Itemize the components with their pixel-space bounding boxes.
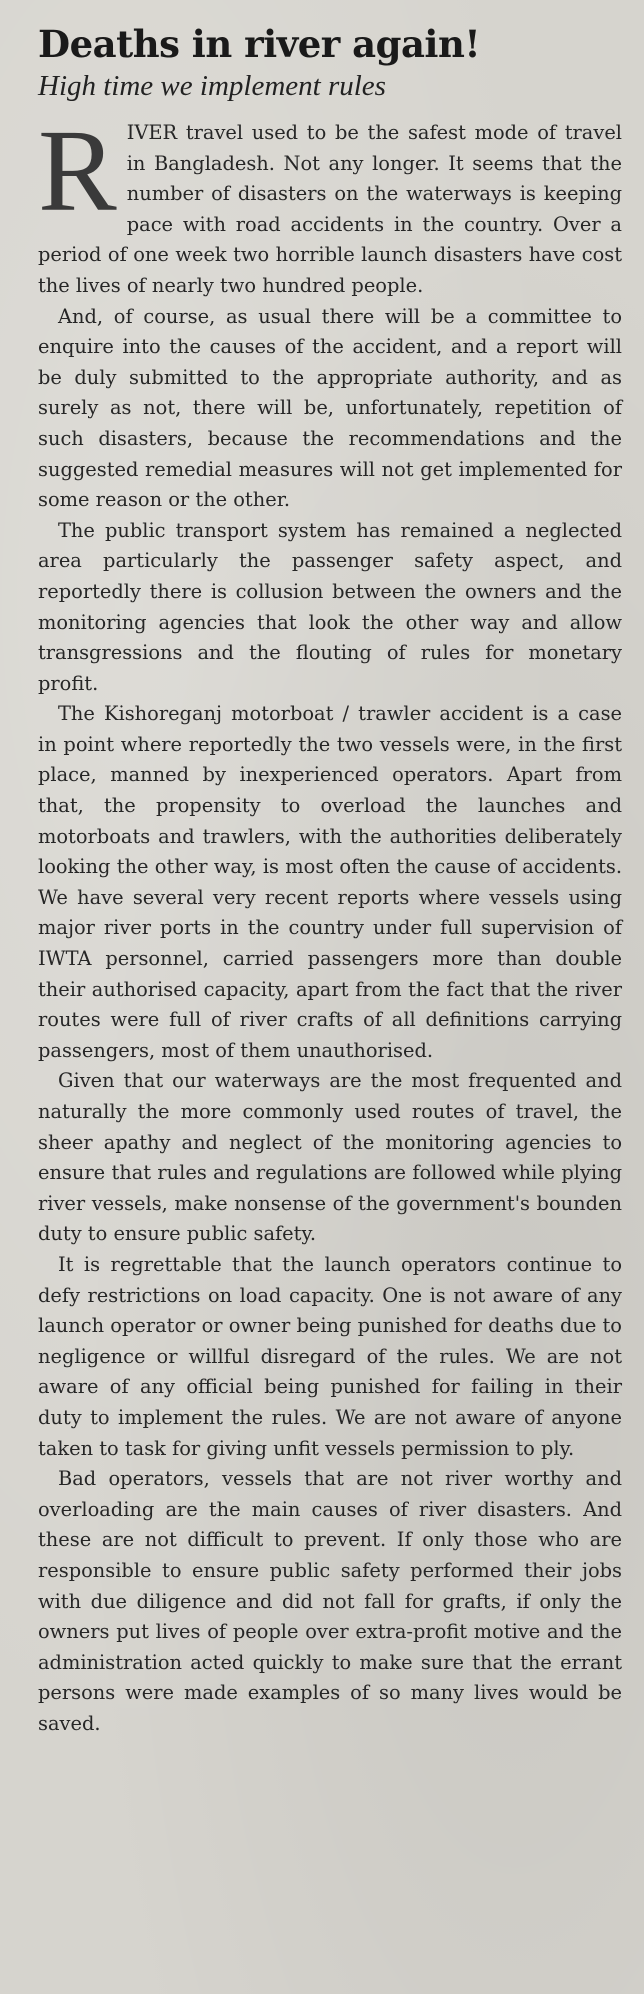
paragraph-3: The public transport system has remained a neglected area particularly the passenger safety aspect, and reportedly there is collusion between the owners and the monitoring agencies that look the other way and allow transgressions and the flouting of rules for monetary profit. [38, 518, 622, 695]
paragraph-4: The Kishoreganj motorboat / trawler accident is a case in point where reportedly the two vessels were, in the first place, manned by inexperienced operators. Apart from that, the propensity to overload the launches and motorboats and trawlers, with the authorities deliberately looking the other way, is most often the cause of accidents. We have several very recent reports where vessels using major river ports in the country under full supervision of IWTA personnel, carried passengers more than double their authorised capacity, apart from the fact that the river routes were full of river crafts of all definitions carrying passengers, most of them unauthorised. [38, 702, 622, 1062]
paragraph-5: Given that our waterways are the most frequented and naturally the more commonly used routes of travel, the sheer apathy and neglect of the monitoring agencies to ensure that rules and regulations are followed while plying river vessels, make nonsense of the government's bounden duty to ensure public safety. [38, 1069, 622, 1246]
paragraph-6: It is regrettable that the launch operators continue to defy restrictions on load capacity. One is not aware of any launch operator or owner being punished for deaths due to negligence or willful disregard of the rules. We are not aware of any official being punished for failing in their duty to implement the rules. We are not aware of anyone taken to task for giving unfit vessels permission to ply. [38, 1252, 622, 1460]
headline: Deaths in river again! [38, 22, 481, 66]
drop-cap: R [38, 105, 117, 236]
paragraph-2: And, of course, as usual there will be a committee to enquire into the causes of the accident, and a report will be duly submitted to the appropriate authority, and as surely as not, there will be, unfortunately, repetition of such disasters, because the recommendations and the suggested remedial measures will not get implemented for some reason or the other. [38, 304, 622, 512]
paragraph-7: Bad operators, vessels that are not river worthy and overloading are the main causes of river disasters. And these are not difficult to prevent. If only those who are responsible to ensure public safety performed their jobs with due diligence and did not fall for grafts, if only the owners put lives of people over extra-profit motive and the administration acted quickly to make sure that the errant persons were made examples of so many lives would be saved. [38, 1467, 622, 1735]
article-body [38, 105, 622, 1739]
subheadline: High time we implement rules [38, 70, 386, 102]
paragraph-1 [38, 105, 622, 302]
paragraph-1-text: IVER travel used to be the safest mode of travel in Bangladesh. Not any longer. It seems that the number of disasters on the waterways is keeping pace with road accidents in the country. Over a period of one week two horrible launch disasters have cost the lives of nearly two hundred people. [38, 121, 622, 297]
